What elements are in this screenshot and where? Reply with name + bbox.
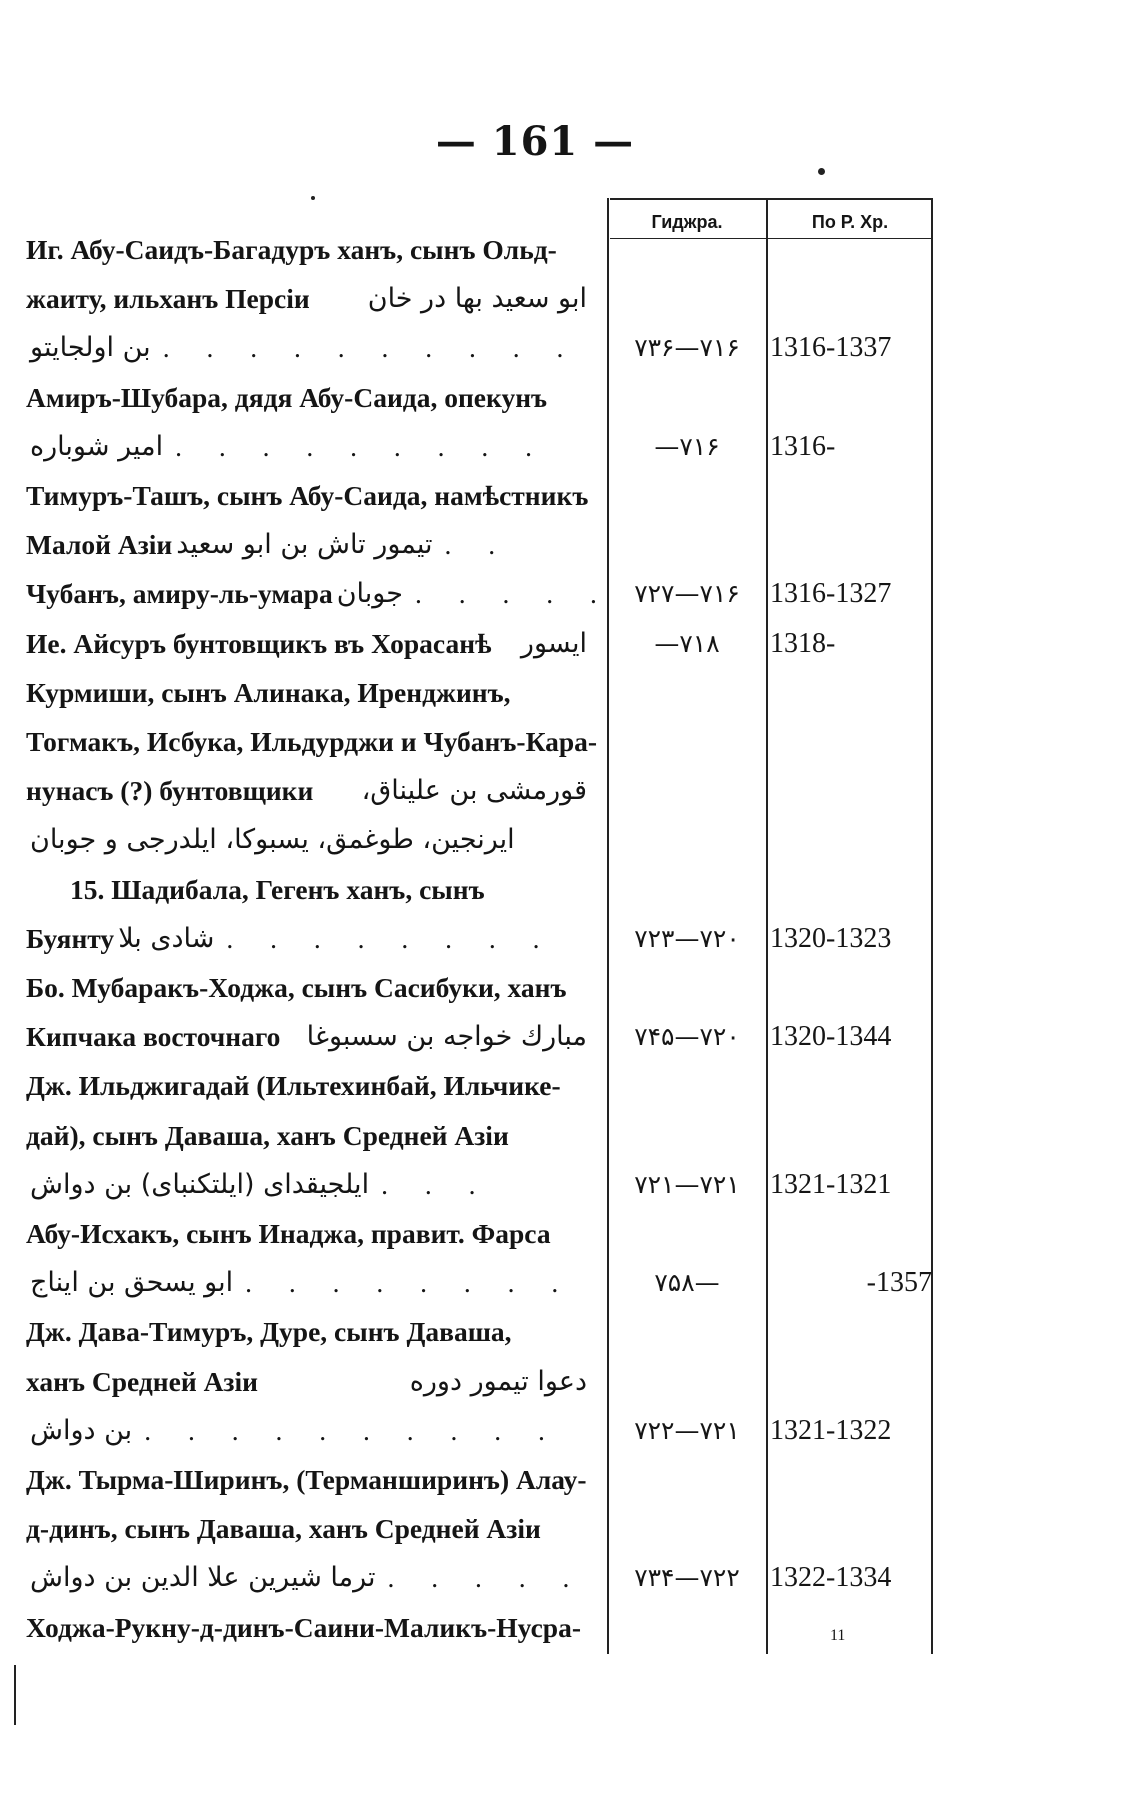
russian-text: д-динъ, сынъ Даваша, ханъ Средней Азіи	[26, 1513, 541, 1545]
text-line	[26, 1310, 591, 1354]
signature-mark: 11	[830, 1627, 846, 1644]
text-line	[26, 622, 591, 666]
leader-dots: . .	[444, 529, 511, 561]
text-line	[26, 671, 591, 715]
russian-text: Бо. Мубаракъ-Ходжа, сынъ Сасибуки, ханъ	[26, 972, 567, 1003]
russian-text: нунасъ (?) бунтовщики	[26, 775, 314, 807]
russian-text: Курмиши, сынъ Алинака, Иренджинъ,	[26, 676, 511, 708]
table-top-rule	[610, 198, 932, 200]
leader-dots: . . . . . . . . . .	[144, 1414, 560, 1446]
text-line	[26, 1458, 591, 1502]
text-line	[26, 523, 591, 567]
christian-date: 1316-1337	[770, 332, 892, 364]
arabic-text: ایرنجین، طوغمق، یسبوکا، ایلدرجی و جوبان	[30, 824, 515, 856]
text-line	[26, 1163, 591, 1207]
text-line	[26, 1556, 591, 1600]
arabic-text: بن اولجايتو	[30, 332, 151, 364]
text-line	[26, 376, 591, 420]
hijra-date: ۷۲۲—۷۳۴	[634, 1563, 740, 1593]
russian-text: Ие. Айсуръ бунтовщикъ въ Хорасанѣ	[26, 627, 492, 659]
christian-date: -1357	[866, 1267, 932, 1299]
arabic-text: تیمور تاش بن ابو سعید	[176, 529, 433, 561]
russian-text: Абу-Исхакъ, сынъ Инаджа, правит. Фарса	[26, 1218, 551, 1249]
arabic-text: ایسور	[520, 627, 587, 659]
russian-text: Тимуръ-Ташъ, сынъ Абу-Саида, намѣстникъ	[26, 480, 589, 511]
hijra-date: ۷۱۶—	[654, 431, 720, 461]
text-line	[26, 1114, 591, 1158]
text-line	[26, 769, 591, 813]
russian-text: Чубанъ, амиру-ль-умара	[26, 578, 333, 610]
hijra-date: ۷۲۰—۷۲۳	[634, 923, 740, 953]
russian-text: 15. Шадибала, Гегенъ ханъ, сынъ	[70, 873, 485, 905]
christian-date: 1316-	[770, 430, 836, 462]
arabic-text: ترما شیرین علا الدین بن دواش	[30, 1562, 376, 1594]
text-line	[26, 1212, 591, 1256]
text-line	[26, 917, 591, 961]
arabic-text: بن دواش	[30, 1414, 133, 1446]
leader-dots: . . . . . . . . . .	[162, 332, 579, 364]
text-line	[26, 818, 591, 862]
christian-date: 1322-1334	[770, 1562, 892, 1594]
christian-date: 1316-1327	[770, 578, 892, 610]
russian-text: Дж. Ильджигадай (Ильтехинбай, Ильчике-	[26, 1070, 561, 1102]
hijra-date: ۷۱۶—۷۲۷	[634, 579, 740, 609]
russian-text: дай), сынъ Даваша, ханъ Средней Азіи	[26, 1119, 509, 1151]
text-line	[26, 1606, 591, 1650]
russian-text: Амиръ-Шубара, дядя Абу-Саида, опекунъ	[26, 381, 548, 413]
hijra-date: ۷۱۸—	[654, 628, 720, 658]
leader-dots: . . . . .	[387, 1562, 585, 1594]
russian-text: жаиту, ильханъ Персіи	[26, 283, 310, 315]
hijra-date: ۷۲۰—۷۴۵	[634, 1022, 740, 1052]
russian-text: Тогмакъ, Исбука, Ильдурджи и Чубанъ-Кара-	[26, 726, 598, 757]
text-line	[26, 228, 591, 272]
text-line	[26, 720, 598, 764]
hijra-date: ۷۲۱—۷۲۲	[634, 1415, 740, 1445]
russian-text: Иг. Абу-Саидъ-Багадуръ ханъ, сынъ Ольд-	[26, 234, 557, 265]
text-line	[26, 1409, 591, 1453]
arabic-text: ابو یسحق بن ایناج	[30, 1267, 234, 1299]
arabic-text: ایلجیقدای (ایلتکنبای) بن دواش	[30, 1168, 370, 1200]
russian-text: Ходжа-Рукну-д-динъ-Саини-Маликъ-Нусра-	[26, 1611, 581, 1643]
russian-text: Кипчака восточнаго	[26, 1021, 281, 1053]
text-line	[26, 572, 612, 616]
christian-date: 1320-1344	[770, 1021, 892, 1053]
text-line	[26, 1360, 591, 1404]
leader-dots: . . .	[381, 1168, 491, 1200]
page-number: — 161 —	[435, 118, 635, 165]
text-line	[26, 277, 591, 321]
text-line	[26, 966, 591, 1010]
column-header-christ: По Р. Хр.	[811, 212, 889, 232]
leader-dots: . . . . . . . .	[226, 922, 555, 954]
hijra-date: ۷۲۱—۷۲۱	[634, 1169, 740, 1199]
print-dot	[311, 196, 315, 200]
leader-dots: . . . . . . . . .	[175, 430, 547, 462]
text-line	[26, 326, 591, 370]
arabic-text: شادی بلا	[118, 922, 215, 954]
arabic-text: قورمشی بن علیناق،	[361, 775, 587, 807]
table-mid-rule	[766, 198, 768, 1654]
russian-text: Дж. Дава-Тимуръ, Дуре, сынъ Даваша,	[26, 1316, 512, 1348]
russian-text: Малой Азіи	[26, 529, 173, 561]
russian-text: Буянту	[26, 922, 115, 954]
christian-date: 1320-1323	[770, 922, 892, 954]
russian-text: Дж. Тырма-Ширинъ, (Терманширинъ) Алау-	[26, 1464, 587, 1495]
column-header-hijra: Гиджра.	[651, 212, 723, 232]
table-head-rule	[610, 238, 932, 239]
hijra-date: —۷۵۸	[654, 1268, 720, 1298]
arabic-text: دعوا تیمور دوره	[409, 1365, 587, 1397]
scan-edge-mark	[14, 1665, 16, 1725]
leader-dots: . . . . . . . .	[245, 1267, 574, 1299]
arabic-text: امیر شوباره	[30, 430, 164, 462]
text-line	[26, 1015, 591, 1059]
text-line	[26, 1261, 591, 1305]
text-line	[26, 1064, 591, 1108]
christian-date: 1321-1321	[770, 1168, 892, 1200]
text-line	[26, 868, 635, 912]
arabic-text: مبارك خواجه بن سسبوغا	[306, 1021, 587, 1053]
christian-date: 1321-1322	[770, 1414, 892, 1446]
text-line	[26, 474, 591, 518]
leader-dots: . . . . .	[414, 578, 612, 610]
christian-date: 1318-	[770, 627, 836, 659]
russian-text: ханъ Средней Азіи	[26, 1365, 258, 1397]
text-line	[26, 1507, 591, 1551]
print-dot	[818, 168, 825, 175]
arabic-text: ابو سعيد بها در خان	[367, 283, 587, 315]
text-line	[26, 425, 591, 469]
arabic-text: جوبان	[336, 578, 403, 610]
hijra-date: ۷۱۶—۷۳۶	[634, 333, 740, 363]
